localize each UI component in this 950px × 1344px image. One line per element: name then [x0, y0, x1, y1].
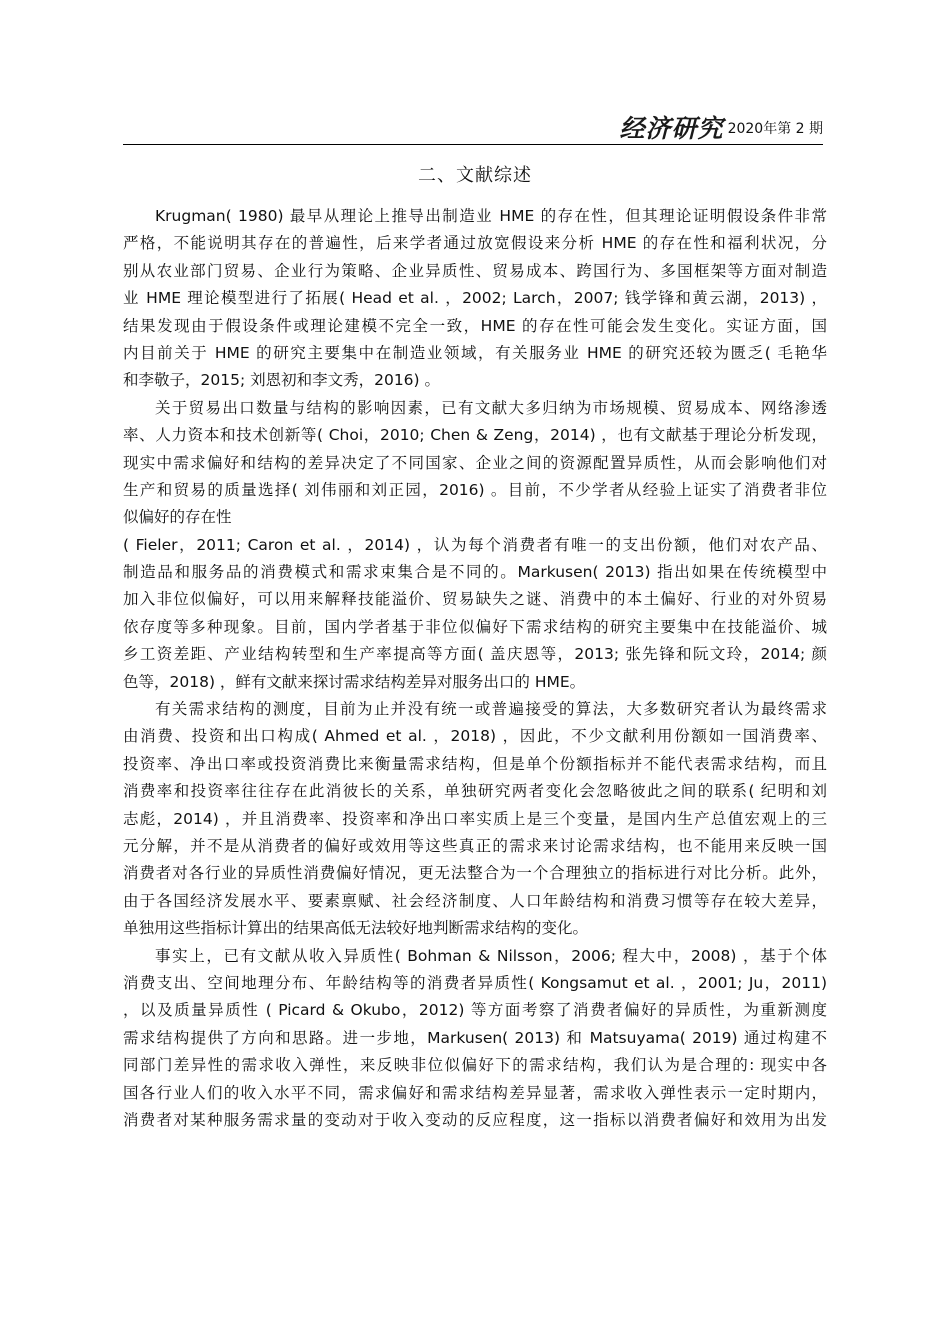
- text-line: 生产和贸易的质量选择( 刘伟丽和刘正园，2016) 。目前，不少学者从经验上证实了消费者非位: [123, 480, 827, 499]
- text-line: 事实上，已有文献从收入异质性( Bohman & Nilsson，2006; 程大中，2008) ，基于个体: [155, 946, 827, 965]
- journal-logo: 经济研究: [619, 114, 724, 143]
- page-header: [123, 112, 823, 144]
- text-line: 由消费、投资和出口构成( Ahmed et al. ，2018) ，因此，不少文献利用份额如一国消费率、: [123, 727, 827, 746]
- text-line: 加入非位似偏好，可以用来解释技能溢价、贸易缺失之谜、消费中的本土偏好、行业的对外贸易: [123, 590, 827, 609]
- text-line: 和李敬子，2015; 刘恩初和李文秀，2016) 。: [123, 371, 441, 390]
- text-line: 单独用这些指标计算出的结果高低无法较好地判断需求结构的变化。: [123, 919, 589, 938]
- text-line: 率、人力资本和技术创新等( Choi，2010; Chen & Zeng，2014) ，也有文献基于理论分析发现，: [123, 426, 827, 445]
- text-line: 消费者对各行业的异质性消费偏好情况，更无法整合为一个合理独立的指标进行对比分析。此外，: [123, 864, 827, 883]
- header-rule: [123, 144, 823, 145]
- text-line: 内目前关于 HME 的研究主要集中在制造业领域，有关服务业 HME 的研究还较为匮乏( 毛艳华: [123, 343, 827, 362]
- text-line: 投资率、净出口率或投资消费比来衡量需求结构，但是单个份额指标并不能代表需求结构，而且: [123, 754, 827, 773]
- text-line: 同部门差异性的需求收入弹性，来反映非位似偏好下的需求结构，我们认为是合理的: 现实中各: [123, 1056, 827, 1075]
- text-line: 有关需求结构的测度，目前为止并没有统一或普遍接受的算法，大多数研究者认为最终需求: [155, 700, 827, 719]
- text-line: 结果发现由于假设条件或理论建模不完全一致，HME 的存在性可能会发生变化。实证方面，国: [123, 316, 827, 335]
- text-line: Krugman( 1980) 最早从理论上推导出制造业 HME 的存在性，但其理论证明假设条件非常: [155, 207, 827, 225]
- text-line: 由于各国经济发展水平、要素禀赋、社会经济制度、人口年龄结构和消费习惯等存在较大差异，: [123, 891, 827, 910]
- section-title: 二、文献综述: [418, 165, 532, 186]
- text-line: ，以及质量异质性 ( Picard & Okubo，2012) 等方面考察了消费者偏好的异质性，为重新测度: [123, 1001, 827, 1020]
- text-line: 消费者对某种服务需求量的变动对于收入变动的反应程度，这一指标以消费者偏好和效用为出发: [123, 1110, 827, 1129]
- issue-number: 2020年第 2 期: [727, 121, 823, 137]
- body-text: [123, 203, 827, 1134]
- text-line: 色等，2018) ，鲜有文献来探讨需求结构差异对服务出口的 HME。: [123, 672, 586, 691]
- text-line: 消费率和投资率往往存在此消彼长的关系，单独研究两者变化会忽略彼此之间的联系( 纪明和刘: [123, 782, 827, 801]
- text-line: 严格，不能说明其存在的普遍性，后来学者通过放宽假设来分析 HME 的存在性和福利状况，分: [123, 234, 827, 253]
- text-line: 关于贸易出口数量与结构的影响因素，已有文献大多归纳为市场规模、贸易成本、网络渗透: [155, 398, 827, 417]
- text-line: 国各行业人们的收入水平不同，需求偏好和需求结构差异显著，需求收入弹性表示一定时期内，: [123, 1083, 827, 1102]
- text-line: 依存度等多种现象。目前，国内学者基于非位似偏好下需求结构的研究主要集中在技能溢价、城: [123, 617, 827, 636]
- text-line: 业 HME 理论模型进行了拓展( Head et al. ，2002; Larch，2007; 钱学锋和黄云湖，2013) ，: [123, 289, 827, 308]
- text-line: 需求结构提供了方向和思路。进一步地，Markusen( 2013) 和 Matsuyama( 2019) 通过构建不: [123, 1028, 827, 1047]
- text-line: 元分解，并不是从消费者的偏好或效用等这些真正的需求来讨论需求结构，也不能用来反映一国: [123, 836, 827, 855]
- text-line: 别从农业部门贸易、企业行为策略、企业异质性、贸易成本、跨国行为、多国框架等方面对制造: [123, 261, 827, 280]
- text-line: 似偏好的存在性: [123, 508, 232, 527]
- text-line: 志彪，2014) ，并且消费率、投资率和净出口率实质上是三个变量，是国内生产总值宏观上的三: [123, 809, 827, 828]
- text-line: ( Fieler，2011; Caron et al. ，2014) ，认为每个消费者有唯一的支出份额，他们对农产品、: [123, 535, 827, 554]
- text-line: 乡工资差距、产业结构转型和生产率提高等方面( 盖庆恩等，2013; 张先锋和阮文玲，2014; 颜: [123, 645, 827, 664]
- text-line: 消费支出、空间地理分布、年龄结构等的消费者异质性( Kongsamut et al. ，2001; Ju，2011): [123, 973, 827, 992]
- text-line: 制造品和服务品的消费模式和需求束集合是不同的。Markusen( 2013) 指出如果在传统模型中: [123, 563, 827, 582]
- text-line: 现实中需求偏好和结构的差异决定了不同国家、企业之间的资源配置异质性，从而会影响他们对: [123, 453, 827, 472]
